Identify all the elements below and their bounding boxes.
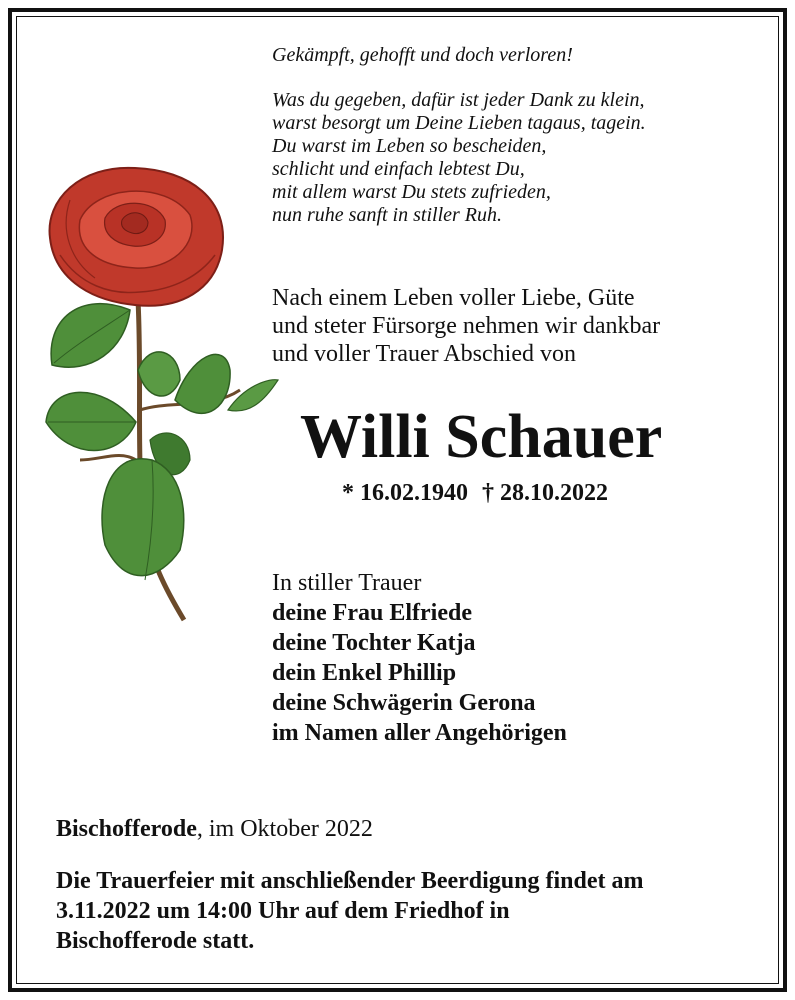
mourner-name: im Namen aller Angehörigen: [272, 720, 567, 746]
deceased-name: Willi Schauer: [300, 403, 663, 471]
poem-first-line: Gekämpft, gehofft und doch verloren!: [272, 44, 573, 66]
mourners-list: [272, 568, 752, 748]
life-dates: [342, 480, 742, 507]
place-date: , im Oktober 2022: [196, 816, 373, 842]
intro-line: und voller Trauer Abschied von: [272, 341, 576, 367]
birth-date: * 16.02.1940: [342, 480, 468, 506]
poem-verse-line: Du warst im Leben so bescheiden,: [272, 135, 547, 157]
intro-text: [272, 284, 772, 368]
poem: [272, 44, 772, 227]
mourners-heading: In stiller Trauer: [272, 570, 422, 596]
poem-verse-line: warst besorgt um Deine Lieben tagaus, tagein.: [272, 112, 646, 134]
funeral-line: Die Trauerfeier mit anschließender Beerdigung findet am: [56, 868, 644, 894]
intro-line: Nach einem Leben voller Liebe, Güte: [272, 285, 635, 311]
red-rose-image: [40, 160, 280, 630]
mourner-name: deine Schwägerin Gerona: [272, 690, 536, 716]
funeral-notice: [56, 866, 776, 956]
place-and-date: [56, 816, 756, 843]
mourner-name: deine Frau Elfriede: [272, 600, 472, 626]
mourner-name: deine Tochter Katja: [272, 630, 476, 656]
poem-verse-line: mit allem warst Du stets zufrieden,: [272, 181, 551, 203]
poem-verse-line: schlicht und einfach lebtest Du,: [272, 158, 525, 180]
mourner-name: dein Enkel Phillip: [272, 660, 457, 686]
funeral-line: Bischofferode statt.: [56, 928, 255, 954]
poem-verse-line: Was du gegeben, dafür ist jeder Dank zu klein,: [272, 89, 645, 111]
place-town: Bischofferode: [56, 816, 197, 842]
funeral-line: 3.11.2022 um 14:00 Uhr auf dem Friedhof in: [56, 898, 510, 924]
intro-line: und steter Fürsorge nehmen wir dankbar: [272, 313, 661, 339]
death-date: † 28.10.2022: [482, 480, 608, 506]
poem-verse-line: nun ruhe sanft in stiller Ruh.: [272, 204, 502, 226]
